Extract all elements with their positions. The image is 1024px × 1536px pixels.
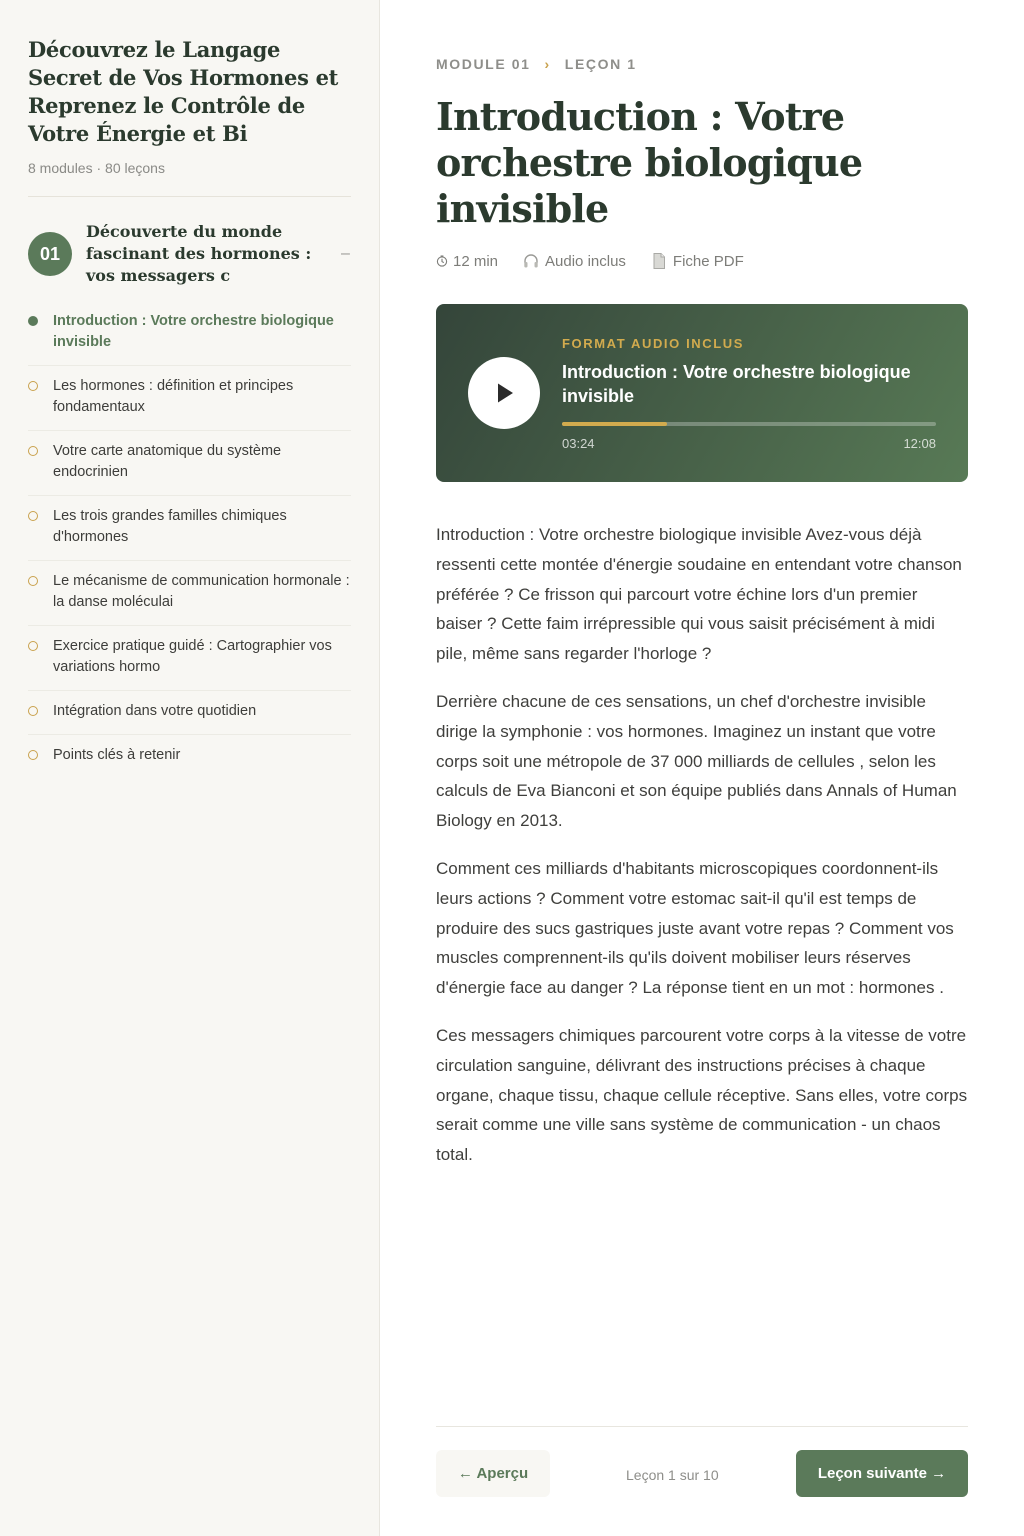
lesson-item[interactable]: [28, 366, 351, 431]
lesson-counter: Leçon 1 sur 10: [626, 1467, 719, 1483]
lesson-label: Points clés à retenir: [53, 747, 181, 763]
active-lesson-dot-icon: [28, 316, 38, 326]
module-number-badge: 01: [28, 232, 72, 276]
lesson-dot-icon: [28, 641, 38, 651]
lesson-item[interactable]: [28, 311, 351, 366]
lesson-item[interactable]: [28, 496, 351, 561]
previous-button[interactable]: ← Aperçu: [436, 1450, 550, 1497]
audio-label: Audio inclus: [545, 252, 626, 270]
lesson-label: Intégration dans votre quotidien: [53, 703, 257, 719]
lesson-dot-icon: [28, 706, 38, 716]
total-time: 12:08: [903, 436, 936, 451]
breadcrumb: [436, 56, 968, 72]
lesson-label: Le mécanisme de communication hormonale : la danse moléculai: [53, 573, 350, 610]
article-paragraph: Comment ces milliards d'habitants microscopiques coordonnent-ils leurs actions ? Comment votre estomac sait-il qu'il est temps de produire des sucs gastriques juste avant votre repas ? Comment vos muscles comprennent-ils qu'ils doivent mobiliser leurs réserves d'énergie face au danger ? La réponse tient en un mot : hormones .: [436, 858, 954, 998]
lesson-label: Introduction : Votre orchestre biologique invisible: [53, 313, 334, 350]
lesson-dot-icon: [28, 381, 38, 391]
lesson-item[interactable]: [28, 735, 351, 778]
play-icon: [491, 380, 517, 406]
course-title: Découvrez le Langage Secret de Vos Hormones et Reprenez le Contrôle de Votre Énergie et Bi: [28, 37, 339, 146]
next-lesson-button[interactable]: Leçon suivante →: [796, 1450, 968, 1497]
audio-meta: [522, 252, 626, 270]
article-paragraph: Introduction : Votre orchestre biologique invisible Avez-vous déjà ressenti cette montée d'énergie soudaine en entendant votre chanson préférée ? Ce frisson qui parcourt votre échine lors d'un premier baiser ? Cette faim irrépressible qui vous saisit précisément à midi pile, même sans regarder l'horloge ?: [436, 525, 962, 664]
duration-meta: [436, 253, 498, 270]
clock-icon: [436, 255, 448, 267]
lesson-dot-icon: [28, 576, 38, 586]
lesson-item[interactable]: [28, 561, 351, 626]
course-sidebar: [0, 0, 380, 1536]
lesson-list: [28, 311, 351, 778]
lesson-dot-icon: [28, 511, 38, 521]
lesson-dot-icon: [28, 446, 38, 456]
collapse-icon[interactable]: –: [341, 245, 350, 262]
lesson-dot-icon: [28, 750, 38, 760]
article-paragraph: Derrière chacune de ces sensations, un chef d'orchestre invisible dirige la symphonie : vos hormones. Imaginez un instant que votre corps soit une métropole de 37 000 milliards de cellules , selon les calculs de Eva Bianconi et son équipe publiés dans Annals of Human Biology en 2013.: [436, 691, 957, 831]
lesson-label: Votre carte anatomique du système endocrinien: [53, 443, 282, 480]
audio-progress-fill: [562, 422, 667, 426]
lesson-item[interactable]: [28, 691, 351, 735]
module-title: Découverte du monde fascinant des hormones : vos messagers c: [86, 222, 312, 285]
lesson-content: [436, 0, 968, 1188]
current-time: 03:24: [562, 436, 595, 451]
headphones-icon: [522, 252, 540, 270]
breadcrumb-separator: ›: [544, 56, 551, 72]
lesson-article: [436, 520, 968, 1170]
play-button[interactable]: [468, 357, 540, 429]
lesson-item[interactable]: [28, 431, 351, 496]
duration-label: 12 min: [453, 252, 499, 270]
course-meta: 8 modules · 80 leçons: [28, 160, 165, 176]
lesson-footer: [436, 1426, 968, 1483]
lesson-label: Les hormones : définition et principes fondamentaux: [53, 378, 294, 415]
document-icon: [650, 252, 668, 270]
audio-format-tag: FORMAT AUDIO INCLUS: [562, 336, 745, 351]
lesson-meta: [436, 252, 968, 270]
audio-player: [436, 304, 968, 482]
lesson-label: Les trois grandes familles chimiques d'hormones: [53, 508, 287, 545]
audio-title: Introduction : Votre orchestre biologique invisible: [562, 362, 911, 406]
lesson-item[interactable]: [28, 626, 351, 691]
module-header[interactable]: [28, 221, 351, 287]
article-paragraph: Ces messagers chimiques parcourent votre corps à la vitesse de votre circulation sanguine, délivrant des instructions précises à chaque organe, chaque tissu, chaque cellule réceptive. Sans elles, votre corps serait comme une ville sans système de communication - un chaos total.: [436, 1025, 968, 1165]
sidebar-divider: [28, 196, 351, 197]
breadcrumb-module[interactable]: MODULE 01: [436, 56, 531, 72]
audio-progress-bar[interactable]: [562, 422, 936, 426]
pdf-meta[interactable]: [650, 252, 744, 270]
lesson-label: Exercice pratique guidé : Cartographier vos variations hormo: [53, 638, 332, 675]
page-title: Introduction : Votre orchestre biologique invisible: [436, 94, 863, 231]
breadcrumb-lesson: LEÇON 1: [564, 56, 637, 72]
pdf-label[interactable]: Fiche PDF: [672, 252, 744, 270]
